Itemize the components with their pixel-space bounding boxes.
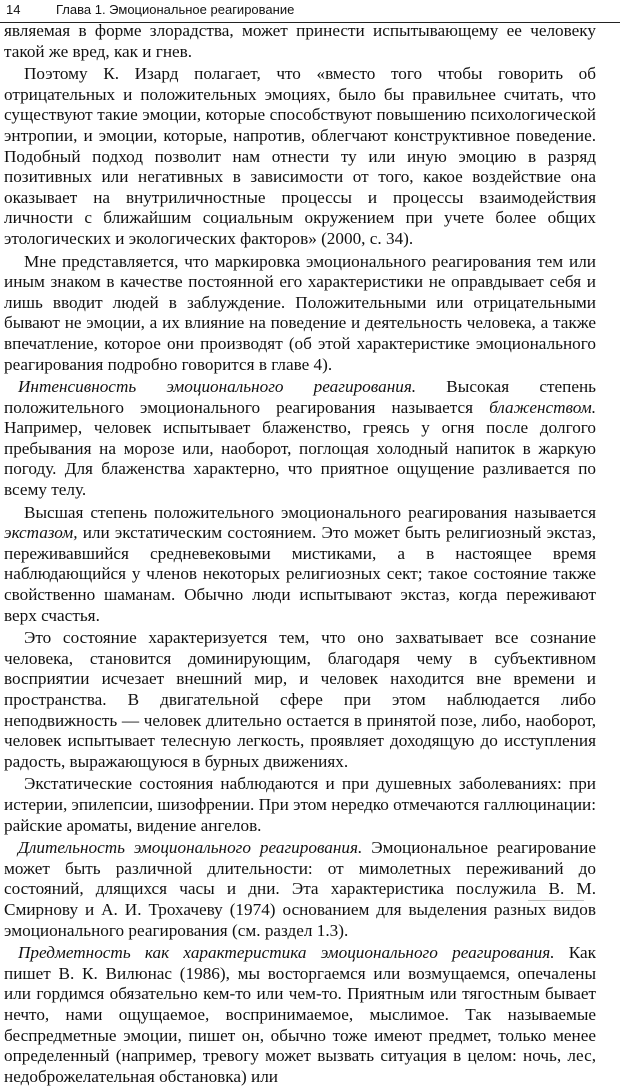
body-text xyxy=(4,21,596,1089)
text-run: являемая в форме злорадства, может принести испытывающему ее человеку такой же вред, как и гнев. xyxy=(4,21,596,61)
paragraph-continuation xyxy=(4,21,596,62)
running-header xyxy=(6,2,614,18)
paragraph-ecstasy-disease xyxy=(4,774,596,836)
text-run: Высокая степень положительного эмоционального реагирования называется xyxy=(4,377,596,417)
paragraph-author-view xyxy=(4,252,596,376)
text-run: Это состояние характеризуется тем, что оно захватывает все сознание человека, становится доминирующим, благодаря чему в субъективном восприятии исчезает внешний мир, и человек находится вне времени и пространства. В двигательной сфере при этом наблюдается либо неподвижность — человек длительно остается в принятой позе, либо, наоборот, человек испытывает телесную легкость, проявляет доходящую до исступления радость, выражающуюся в бурных движениях. xyxy=(4,628,596,771)
paragraph-objectness xyxy=(4,943,596,1087)
text-run: Мне представляется, что маркировка эмоционального реагирования тем или иным знаком в качестве постоянной его характеристики не оправдывает себя и лишь вводит людей в заблуждение. Положительными или отрицательными бывают не эмоции, а их влияние на поведение и деятельность человека, а также впечатление, которое они производят (об этой характеристике эмоционального реагирования подробно говорится в главе 4). xyxy=(4,251,596,374)
paragraph-ecstasy xyxy=(4,503,596,627)
text-run: Например, человек испытывает блаженство, греясь у огня после долгого пребывания на морозе или, наоборот, поглощая холодный напиток в жаркую погоду. Для блаженства характерно, что приятное ощущение разливается по всему телу. xyxy=(4,418,596,500)
term-bliss: блаженством. xyxy=(489,397,596,417)
term-ecstasy: экстазом, xyxy=(4,523,78,543)
section-heading-objectness: Предметность как характеристика эмоционального реагирования. xyxy=(18,943,555,963)
text-run: или экстатическим состоянием. Это может быть религиозный экстаз, переживавшийся средневековыми мистиками, а в настоящее время наблюдающийся у членов некоторых религиозных сект; такое состояние также свойственно шаманам. Обычно люди испытывают экстаз, когда переживают верх счастья. xyxy=(4,523,596,625)
section-heading-duration: Длительность эмоционального реагирования. xyxy=(18,838,363,858)
chapter-title: Глава 1. Эмоциональное реагирование xyxy=(56,2,295,17)
text-run: Эмоциональное реагирование может быть различной длительности: от мимолетных переживаний до состояний, длящихся часы и дни. Эта характеристика послужила В. М. Смирнову и А. И. Трохачеву (1974) основанием для выделения разных видов эмоционального реагирования (см. раздел 1.3). xyxy=(4,838,597,940)
page-number: 14 xyxy=(6,2,21,17)
paragraph-izard-quote xyxy=(4,64,596,249)
text-run: Поэтому К. Изард полагает, что «вместо того чтобы говорить об отрицательных и положительных эмоциях, было бы правильнее считать, что существуют такие эмоции, которые способствуют повышению психологической энтропии, и эмоции, которые, напротив, облегчают конструктивное поведение. Подобный подход позволит нам отнести ту или иную эмоцию в разряд позитивных или негативных в зависимости от того, какое воздействие она оказывает на внутриличностные процессы и процессы взаимодействия личности с ближайшим социальным окружением при учете более общих этологических и экологических факторов» (2000, с. 34). xyxy=(4,64,596,248)
bottom-mark xyxy=(528,900,584,901)
paragraph-ecstasy-state xyxy=(4,628,596,772)
section-heading-intensity: Интенсивность эмоционального реагирования. xyxy=(18,377,417,397)
text-run: Экстатические состояния наблюдаются и при душевных заболеваниях: при истерии, эпилепсии, шизофрении. При этом нередко отмечаются галлюцинации: райские ароматы, видение ангелов. xyxy=(4,774,596,835)
paragraph-intensity xyxy=(4,377,596,501)
text-run: Как пишет В. К. Вилюнас (1986), мы восторгаемся или возмущаемся, опечалены или гордимся обязательно кем-то или чем-то. Приятным или тягостным бывает нечто, нами ощущаемое, воспринимаемое, мыслимое. Так называемые беспредметные эмоции, пишет он, обычно тоже имеют предмет, только менее определенный (например, тревогу может вызвать ситуация в целом: ночь, лес, недоброжелательная обстановка) или xyxy=(4,943,596,1086)
text-run: Высшая степень положительного эмоционального реагирования называется xyxy=(24,502,596,522)
paragraph-duration xyxy=(4,838,596,941)
